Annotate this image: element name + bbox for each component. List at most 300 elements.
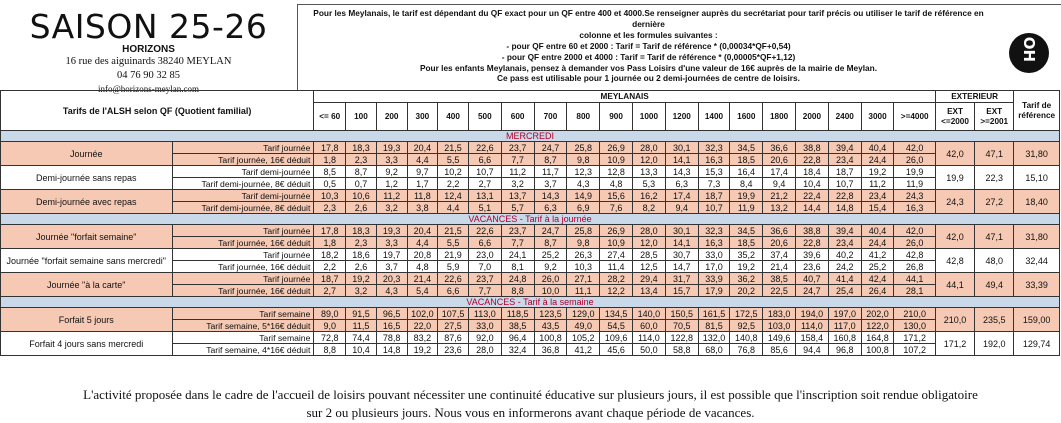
price-cell: 37,4 — [763, 249, 796, 261]
price-cell: 13,1 — [468, 190, 501, 202]
qf-column-header: 100 — [346, 103, 377, 131]
price-cell: 4,3 — [567, 178, 600, 190]
price-cell: 26,3 — [567, 249, 600, 261]
price-cell: 19,2 — [407, 344, 438, 356]
ext-price-low: 210,0 — [935, 308, 974, 332]
price-cell: 19,9 — [894, 166, 936, 178]
price-cell: 21,4 — [407, 273, 438, 285]
price-cell: 42,0 — [894, 225, 936, 237]
price-cell: 14,7 — [665, 261, 698, 273]
price-cell: 11,4 — [600, 261, 633, 273]
price-cell: 1,8 — [314, 237, 346, 249]
price-cell: 11,2 — [376, 190, 407, 202]
price-cell: 7,6 — [600, 202, 633, 214]
price-cell: 18,7 — [698, 190, 730, 202]
price-cell: 28,0 — [632, 225, 665, 237]
price-cell: 92,0 — [468, 332, 501, 344]
price-cell: 123,5 — [534, 308, 567, 320]
price-cell: 22,4 — [795, 190, 828, 202]
price-cell: 25,2 — [534, 249, 567, 261]
horizons-logo-icon — [1009, 33, 1049, 73]
price-cell: 22,8 — [795, 154, 828, 166]
price-cell: 150,5 — [665, 308, 698, 320]
ext-price-high: 22,3 — [975, 166, 1014, 190]
organization-name: HORIZONS — [122, 44, 175, 55]
price-cell: 10,9 — [600, 237, 633, 249]
price-cell: 89,0 — [314, 308, 346, 320]
price-cell: 23,7 — [501, 142, 534, 154]
row-group-label: Demi-journée sans repas — [1, 166, 173, 190]
price-cell: 70,5 — [665, 320, 698, 332]
price-cell: 10,7 — [698, 202, 730, 214]
price-cell: 26,8 — [894, 261, 936, 273]
price-cell: 18,3 — [346, 225, 377, 237]
price-cell: 17,9 — [698, 285, 730, 297]
address: 16 rue des aiguinards 38240 MEYLAN — [65, 56, 232, 67]
ext-price-high: 47,1 — [975, 142, 1014, 166]
price-cell: 28,0 — [632, 142, 665, 154]
row-sub-label: Tarif journée, 16€ déduit — [172, 261, 314, 273]
price-cell: 22,6 — [468, 225, 501, 237]
row-group-label: Forfait 5 jours — [1, 308, 173, 332]
price-cell: 11,9 — [894, 178, 936, 190]
price-cell: 3,7 — [376, 261, 407, 273]
price-cell: 38,8 — [795, 142, 828, 154]
price-cell: 11,2 — [861, 178, 894, 190]
table-title: Tarifs de l'ALSH selon QF (Quotient familial) — [1, 91, 314, 131]
price-cell: 21,5 — [438, 142, 469, 154]
price-cell: 16,3 — [698, 237, 730, 249]
email: info@horizons-meylan.com — [97, 84, 199, 94]
price-cell: 210,0 — [894, 308, 936, 320]
price-cell: 14,3 — [534, 190, 567, 202]
table-row — [1, 166, 1060, 178]
price-cell: 134,5 — [600, 308, 633, 320]
price-cell: 8,5 — [314, 166, 346, 178]
price-cell: 107,2 — [894, 344, 936, 356]
price-cell: 23,6 — [795, 261, 828, 273]
group-exterieur: EXTERIEUR — [935, 91, 1013, 103]
price-cell: 19,3 — [376, 225, 407, 237]
price-cell: 30,7 — [665, 249, 698, 261]
ref-column-header: Tarif de référence — [1014, 91, 1060, 131]
price-cell: 10,7 — [828, 178, 861, 190]
price-cell: 16,2 — [632, 190, 665, 202]
ext-price-low: 42,0 — [935, 225, 974, 249]
price-cell: 33,0 — [468, 320, 501, 332]
price-cell: 29,4 — [632, 273, 665, 285]
price-cell: 12,0 — [632, 237, 665, 249]
price-cell: 34,5 — [730, 225, 763, 237]
qf-column-header: 700 — [534, 103, 567, 131]
table-row — [1, 273, 1060, 285]
price-cell: 10,6 — [346, 190, 377, 202]
price-cell: 14,8 — [828, 202, 861, 214]
price-cell: 6,6 — [468, 154, 501, 166]
price-cell: 8,4 — [730, 178, 763, 190]
price-cell: 28,5 — [632, 249, 665, 261]
price-cell: 18,7 — [828, 166, 861, 178]
price-cell: 22,8 — [828, 190, 861, 202]
ext-price-low: 19,9 — [935, 166, 974, 190]
price-cell: 17,8 — [314, 225, 346, 237]
price-cell: 18,7 — [314, 273, 346, 285]
footer-line: L'activité proposée dans le cadre de l'accueil de loisirs pouvant nécessiter une continuité éducative sur plusieurs jours, il est possible que l'inscription soit rendue obligatoire — [83, 387, 978, 402]
row-group-label: Journée — [1, 142, 173, 166]
price-cell: 21,9 — [438, 249, 469, 261]
ext-price-low: 24,3 — [935, 190, 974, 214]
price-cell: 8,1 — [501, 261, 534, 273]
price-cell: 27,1 — [567, 273, 600, 285]
ext-price-high: 49,4 — [975, 273, 1014, 297]
price-cell: 78,8 — [376, 332, 407, 344]
section-header-row — [1, 131, 1060, 142]
price-cell: 2,6 — [346, 261, 377, 273]
price-cell: 39,4 — [828, 225, 861, 237]
row-sub-label: Tarif journée, 16€ déduit — [172, 154, 314, 166]
price-cell: 33,0 — [698, 249, 730, 261]
price-cell: 19,2 — [861, 166, 894, 178]
price-cell: 25,8 — [567, 142, 600, 154]
price-cell: 19,2 — [730, 261, 763, 273]
reference-price: 18,40 — [1014, 190, 1060, 214]
price-cell: 14,9 — [567, 190, 600, 202]
price-cell: 12,0 — [632, 154, 665, 166]
price-cell: 20,4 — [407, 142, 438, 154]
qf-column-header: 1400 — [698, 103, 730, 131]
qf-info-box — [297, 4, 1061, 90]
price-cell: 158,4 — [795, 332, 828, 344]
row-group-label: Forfait 4 jours sans mercredi — [1, 332, 173, 356]
price-cell: 74,4 — [346, 332, 377, 344]
price-cell: 9,8 — [567, 154, 600, 166]
price-cell: 42,8 — [894, 249, 936, 261]
price-cell: 81,5 — [698, 320, 730, 332]
price-cell: 161,5 — [698, 308, 730, 320]
price-cell: 20,2 — [730, 285, 763, 297]
price-cell: 22,6 — [438, 273, 469, 285]
price-cell: 5,9 — [438, 261, 469, 273]
info-line: Ce pass est utilisable pour 1 journée ou 2 demi-journées de centre de loisirs. — [497, 73, 800, 84]
price-cell: 18,3 — [346, 142, 377, 154]
price-cell: 19,2 — [346, 273, 377, 285]
price-cell: 14,1 — [665, 237, 698, 249]
price-cell: 6,9 — [567, 202, 600, 214]
price-cell: 4,8 — [600, 178, 633, 190]
price-cell: 0,7 — [346, 178, 377, 190]
price-cell: 42,0 — [894, 142, 936, 154]
info-line: - pour QF entre 2000 et 4000 : Tarif = Tarif de référence * (0,00005*QF+1,12) — [501, 51, 796, 62]
qf-column-header: 1800 — [763, 103, 796, 131]
price-cell: 2,3 — [314, 202, 346, 214]
price-cell: 19,9 — [730, 190, 763, 202]
price-cell: 3,7 — [534, 178, 567, 190]
reference-price: 31,80 — [1014, 142, 1060, 166]
price-cell: 4,4 — [407, 237, 438, 249]
price-cell: 4,4 — [438, 202, 469, 214]
price-cell: 36,2 — [730, 273, 763, 285]
price-cell: 40,4 — [861, 225, 894, 237]
price-cell: 24,7 — [534, 225, 567, 237]
price-cell: 7,3 — [698, 178, 730, 190]
price-cell: 39,6 — [795, 249, 828, 261]
price-cell: 132,0 — [698, 332, 730, 344]
reference-price: 33,39 — [1014, 273, 1060, 297]
price-cell: 27,5 — [438, 320, 469, 332]
price-cell: 28,0 — [468, 344, 501, 356]
price-cell: 32,4 — [501, 344, 534, 356]
price-cell: 13,4 — [632, 285, 665, 297]
row-sub-label: Tarif demi-journée, 8€ déduit — [172, 202, 314, 214]
price-cell: 1,8 — [314, 154, 346, 166]
ext-price-low: 171,2 — [935, 332, 974, 356]
price-cell: 40,2 — [828, 249, 861, 261]
price-cell: 22,8 — [795, 237, 828, 249]
price-cell: 23,7 — [468, 273, 501, 285]
tariff-table — [0, 90, 1060, 356]
price-cell: 8,2 — [632, 202, 665, 214]
price-cell: 3,2 — [501, 178, 534, 190]
ext-price-low: 42,0 — [935, 142, 974, 166]
table-row — [1, 190, 1060, 202]
ext-price-low: 44,1 — [935, 273, 974, 297]
price-cell: 8,7 — [346, 166, 377, 178]
price-cell: 197,0 — [828, 308, 861, 320]
price-cell: 3,2 — [346, 285, 377, 297]
price-cell: 58,8 — [665, 344, 698, 356]
price-cell: 30,1 — [665, 225, 698, 237]
price-cell: 11,2 — [501, 166, 534, 178]
qf-column-header: <= 60 — [314, 103, 346, 131]
price-cell: 96,5 — [376, 308, 407, 320]
price-cell: 10,3 — [314, 190, 346, 202]
row-sub-label: Tarif journée — [172, 273, 314, 285]
price-cell: 23,4 — [828, 237, 861, 249]
price-cell: 12,5 — [632, 261, 665, 273]
price-cell: 32,3 — [698, 225, 730, 237]
price-cell: 91,5 — [346, 308, 377, 320]
header-row-groups — [1, 91, 1060, 103]
price-cell: 2,3 — [346, 154, 377, 166]
price-cell: 164,8 — [861, 332, 894, 344]
reference-price: 31,80 — [1014, 225, 1060, 249]
qf-column-header: 500 — [468, 103, 501, 131]
price-cell: 1,7 — [407, 178, 438, 190]
price-cell: 35,2 — [730, 249, 763, 261]
table-row — [1, 332, 1060, 344]
table-row — [1, 142, 1060, 154]
price-cell: 9,7 — [407, 166, 438, 178]
price-cell: 6,6 — [468, 237, 501, 249]
price-cell: 36,8 — [534, 344, 567, 356]
price-cell: 4,3 — [376, 285, 407, 297]
info-line: colonne et les formules suivantes : — [579, 29, 718, 40]
price-cell: 5,5 — [438, 237, 469, 249]
price-cell: 14,1 — [665, 154, 698, 166]
row-sub-label: Tarif journée — [172, 225, 314, 237]
price-cell: 26,9 — [600, 225, 633, 237]
price-cell: 36,6 — [763, 142, 796, 154]
price-cell: 11,8 — [407, 190, 438, 202]
price-cell: 30,1 — [665, 142, 698, 154]
price-cell: 18,2 — [314, 249, 346, 261]
price-cell: 27,4 — [600, 249, 633, 261]
ext-price-high: 48,0 — [975, 249, 1014, 273]
price-cell: 36,6 — [763, 225, 796, 237]
price-cell: 9,2 — [534, 261, 567, 273]
phone: 04 76 90 32 85 — [117, 70, 180, 81]
price-cell: 38,8 — [795, 225, 828, 237]
price-cell: 24,3 — [894, 190, 936, 202]
price-cell: 140,0 — [632, 308, 665, 320]
qf-column-header: 1200 — [665, 103, 698, 131]
price-cell: 26,9 — [600, 142, 633, 154]
price-cell: 0,5 — [314, 178, 346, 190]
price-cell: 2,3 — [346, 237, 377, 249]
price-cell: 5,1 — [468, 202, 501, 214]
price-cell: 6,3 — [534, 202, 567, 214]
price-cell: 5,7 — [501, 202, 534, 214]
price-cell: 32,3 — [698, 142, 730, 154]
price-cell: 50,0 — [632, 344, 665, 356]
price-cell: 23,6 — [438, 344, 469, 356]
price-cell: 202,0 — [861, 308, 894, 320]
price-cell: 11,7 — [534, 166, 567, 178]
price-cell: 12,3 — [567, 166, 600, 178]
price-cell: 87,6 — [438, 332, 469, 344]
ext-price-high: 47,1 — [975, 225, 1014, 249]
row-sub-label: Tarif journée, 16€ déduit — [172, 237, 314, 249]
price-cell: 6,6 — [438, 285, 469, 297]
info-line: Pour les enfants Meylanais, pensez à demander vos Pass Loisirs d'une valeur de 16€ auprès de la mairie de Meylan. — [419, 62, 878, 73]
reference-price: 159,00 — [1014, 308, 1060, 332]
price-cell: 18,6 — [346, 249, 377, 261]
price-cell: 2,2 — [314, 261, 346, 273]
price-cell: 118,5 — [501, 308, 534, 320]
row-sub-label: Tarif demi-journée — [172, 166, 314, 178]
price-cell: 41,4 — [828, 273, 861, 285]
price-cell: 3,8 — [407, 202, 438, 214]
price-cell: 26,4 — [861, 285, 894, 297]
price-cell: 72,8 — [314, 332, 346, 344]
price-cell: 6,3 — [665, 178, 698, 190]
price-cell: 102,0 — [407, 308, 438, 320]
qf-column-header: 2000 — [795, 103, 828, 131]
price-cell: 14,3 — [665, 166, 698, 178]
ext-column-header: EXT >=2001 — [975, 103, 1014, 131]
price-cell: 40,4 — [861, 142, 894, 154]
price-cell: 113,0 — [468, 308, 501, 320]
row-sub-label: Tarif semaine — [172, 332, 314, 344]
price-cell: 24,7 — [534, 142, 567, 154]
price-cell: 12,4 — [438, 190, 469, 202]
price-cell: 2,6 — [346, 202, 377, 214]
price-cell: 105,2 — [567, 332, 600, 344]
price-cell: 160,8 — [828, 332, 861, 344]
price-cell: 8,7 — [534, 237, 567, 249]
price-cell: 60,0 — [632, 320, 665, 332]
price-cell: 23,0 — [468, 249, 501, 261]
price-cell: 12,8 — [600, 166, 633, 178]
price-cell: 3,3 — [376, 237, 407, 249]
price-cell: 100,8 — [861, 344, 894, 356]
ext-column-header: EXT <=2000 — [935, 103, 974, 131]
price-cell: 21,4 — [763, 261, 796, 273]
price-cell: 15,7 — [665, 285, 698, 297]
price-cell: 103,0 — [763, 320, 796, 332]
table-row — [1, 225, 1060, 237]
price-cell: 24,4 — [861, 237, 894, 249]
price-cell: 28,2 — [600, 273, 633, 285]
price-cell: 18,5 — [730, 237, 763, 249]
row-sub-label: Tarif semaine — [172, 308, 314, 320]
price-cell: 7,7 — [501, 237, 534, 249]
price-cell: 8,8 — [501, 285, 534, 297]
price-cell: 20,6 — [763, 237, 796, 249]
price-cell: 16,3 — [698, 154, 730, 166]
ext-price-high: 235,5 — [975, 308, 1014, 332]
qf-column-header: 300 — [407, 103, 438, 131]
price-cell: 2,7 — [468, 178, 501, 190]
footer-line: sur 2 ou plusieurs jours. Nous vous en informerons avant chaque période de vacances. — [306, 405, 755, 420]
price-cell: 2,7 — [314, 285, 346, 297]
price-cell: 40,7 — [795, 273, 828, 285]
price-cell: 33,9 — [698, 273, 730, 285]
price-cell: 38,5 — [763, 273, 796, 285]
price-cell: 19,7 — [376, 249, 407, 261]
price-cell: 45,6 — [600, 344, 633, 356]
price-cell: 38,5 — [501, 320, 534, 332]
section-header-row — [1, 297, 1060, 308]
price-cell: 17,8 — [314, 142, 346, 154]
price-cell: 2,2 — [438, 178, 469, 190]
price-cell: 96,4 — [501, 332, 534, 344]
section-header-row — [1, 214, 1060, 225]
qf-column-header: >=4000 — [894, 103, 936, 131]
price-cell: 14,4 — [795, 202, 828, 214]
price-cell: 22,6 — [468, 142, 501, 154]
qf-column-header: 900 — [600, 103, 633, 131]
price-cell: 25,4 — [828, 285, 861, 297]
row-group-label: Journée "forfait semaine sans mercredi" — [1, 249, 173, 273]
row-sub-label: Tarif demi-journée — [172, 190, 314, 202]
price-cell: 16,5 — [376, 320, 407, 332]
section-title: VACANCES - Tarif à la semaine — [1, 297, 1060, 308]
qf-column-header: 800 — [567, 103, 600, 131]
row-group-label: Demi-journée avec repas — [1, 190, 173, 214]
price-cell: 4,8 — [407, 261, 438, 273]
price-cell: 15,4 — [861, 202, 894, 214]
ext-price-low: 42,8 — [935, 249, 974, 273]
price-cell: 7,0 — [468, 261, 501, 273]
qf-column-header: 400 — [438, 103, 469, 131]
price-cell: 18,4 — [795, 166, 828, 178]
price-cell: 9,0 — [314, 320, 346, 332]
price-cell: 68,0 — [698, 344, 730, 356]
price-cell: 23,7 — [501, 225, 534, 237]
price-cell: 13,3 — [632, 166, 665, 178]
price-cell: 194,0 — [795, 308, 828, 320]
price-cell: 3,2 — [376, 202, 407, 214]
price-cell: 7,7 — [468, 285, 501, 297]
price-cell: 10,0 — [534, 285, 567, 297]
price-cell: 14,8 — [376, 344, 407, 356]
table-row — [1, 249, 1060, 261]
price-cell: 17,4 — [665, 190, 698, 202]
price-cell: 17,0 — [698, 261, 730, 273]
price-cell: 10,4 — [346, 344, 377, 356]
price-cell: 26,0 — [534, 273, 567, 285]
